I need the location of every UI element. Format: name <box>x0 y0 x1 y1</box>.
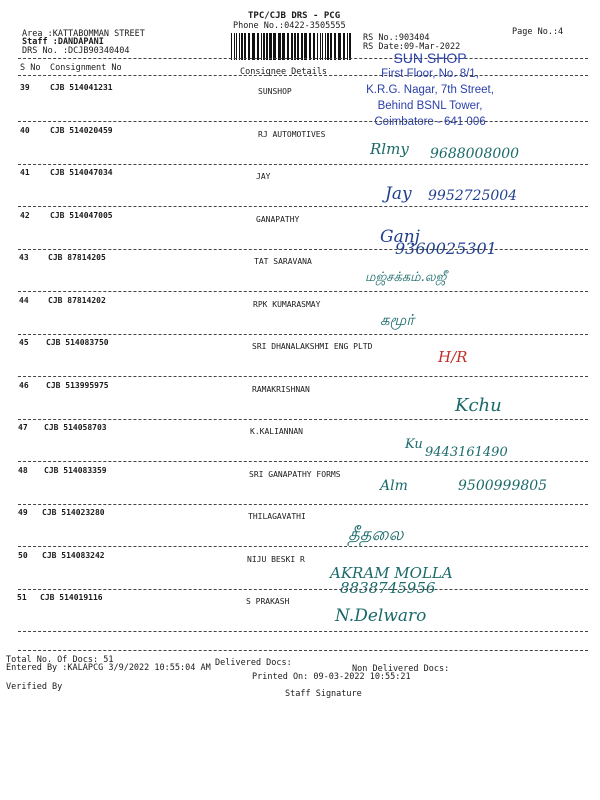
row-serial-number: 40 <box>20 126 30 135</box>
row-consignment-number: CJB 514020459 <box>50 126 113 135</box>
area-label: Area :KATTABOMMAN STREET <box>22 29 145 39</box>
phone-number: Phone No.:0422-3505555 <box>233 21 346 31</box>
entered-by: Entered By :KALAPCG 3/9/2022 10:55:04 AM <box>6 663 211 673</box>
barcode-bar <box>269 33 272 60</box>
row-divider <box>18 461 588 462</box>
barcode-bar <box>313 33 315 60</box>
handwritten-signature: தீதலை <box>348 524 404 545</box>
row-serial-number: 43 <box>19 253 29 262</box>
row-consignment-number: CJB 514058703 <box>44 423 107 432</box>
handwritten-phone: 8838745956 <box>340 579 436 597</box>
row-divider <box>18 334 588 335</box>
rs-number: RS No.:903404 <box>363 33 430 43</box>
barcode-bar <box>231 33 232 60</box>
page-number: Page No.:4 <box>512 27 564 37</box>
row-consignee-name: RPK KUMARASMAY <box>253 300 321 309</box>
row-consignee-name: JAY <box>256 172 271 181</box>
barcode-bar <box>330 33 332 60</box>
handwritten-signature: Alm <box>380 478 408 494</box>
row-consignment-number: CJB 514023280 <box>42 508 105 517</box>
barcode-bar <box>236 33 237 60</box>
barcode-bar <box>273 33 276 60</box>
handwritten-signature: Ganj <box>380 227 420 247</box>
rs-date: RS Date:09-Mar-2022 <box>363 42 461 52</box>
handwritten-phone: 9443161490 <box>425 445 508 460</box>
row-consignment-number: CJB 514019116 <box>40 593 103 602</box>
barcode-bar <box>304 33 307 60</box>
barcode-bar <box>248 33 250 60</box>
row-serial-number: 49 <box>18 508 28 517</box>
row-consignee-name: THILAGAVATHI <box>248 512 306 521</box>
row-serial-number: 45 <box>19 338 29 347</box>
handwritten-signature: AKRAM MOLLA <box>330 564 453 582</box>
row-serial-number: 47 <box>18 423 28 432</box>
row-consignment-number: CJB 514083242 <box>42 551 105 560</box>
row-divider <box>18 419 588 420</box>
row-divider <box>18 206 588 207</box>
stamp-address-line: K.R.G. Nagar, 7th Street, <box>366 84 494 96</box>
row-divider <box>18 589 588 590</box>
row-serial-number: 50 <box>18 551 28 560</box>
handwritten-signature: H/R <box>438 348 468 366</box>
barcode-image <box>230 33 354 60</box>
handwritten-signature: மஜ்சக்கம்.லஜீ <box>365 270 447 285</box>
row-consignee-name: SRI GANAPATHY FORMS <box>249 470 341 479</box>
row-consignment-number: CJB 87814205 <box>48 253 106 262</box>
stamp-address-line: First Floor, No. 8/1, <box>381 68 479 80</box>
barcode-bar <box>263 33 265 60</box>
row-serial-number: 42 <box>20 211 30 220</box>
row-consignee-name: K.KALIANNAN <box>250 427 303 436</box>
row-consignee-name: TAT SARAVANA <box>254 257 312 266</box>
barcode-bar <box>278 33 281 60</box>
barcode-bar <box>327 33 329 60</box>
handwritten-signature: Rlmy <box>370 140 409 158</box>
staff-signature: Staff Signature <box>285 689 362 699</box>
col-consignee-header: Consignee Details <box>240 67 327 77</box>
handwritten-phone: 9500999805 <box>458 478 548 494</box>
printed-on: Printed On: 09-03-2022 10:55:21 <box>252 672 411 682</box>
barcode-bar <box>309 33 311 60</box>
barcode-bar <box>291 33 293 60</box>
non-delivered-docs: Non Delivered Docs: <box>352 664 450 674</box>
col-sno-header: S No <box>20 63 41 73</box>
row-serial-number: 44 <box>19 296 29 305</box>
barcode-bar <box>294 33 296 60</box>
barcode-bar <box>266 33 268 60</box>
row-consignee-name: SUNSHOP <box>258 87 292 96</box>
row-divider <box>18 249 588 250</box>
handwritten-signature: N.Delwaro <box>335 606 427 626</box>
row-divider <box>18 546 588 547</box>
handwritten-signature: Kchu <box>455 395 502 416</box>
barcode-bar <box>325 33 326 60</box>
row-divider <box>18 376 588 377</box>
barcode-bar <box>239 33 240 60</box>
row-divider <box>18 291 588 292</box>
row-consignee-name: NIJU BESKI R <box>247 555 305 564</box>
staff-label: Staff :DANDAPANI <box>22 37 104 47</box>
row-serial-number: 51 <box>17 593 27 602</box>
handwritten-phone: 9360025301 <box>395 239 497 258</box>
handwritten-signature: Ku <box>405 437 423 452</box>
stamp-name: SUN SHOP <box>393 50 467 66</box>
barcode-bar <box>297 33 299 60</box>
barcode-bar <box>234 33 235 60</box>
total-docs: Total No. Of Docs: 51 <box>6 655 114 665</box>
barcode-bar <box>301 33 303 60</box>
row-consignment-number: CJB 514083359 <box>44 466 107 475</box>
barcode-bar <box>252 33 255 60</box>
row-serial-number: 41 <box>20 168 30 177</box>
barcode-bar <box>244 33 246 60</box>
barcode-bar <box>287 33 289 60</box>
delivered-docs: Delivered Docs: <box>215 658 292 668</box>
row-divider <box>18 504 588 505</box>
row-divider <box>18 121 588 122</box>
row-consignment-number: CJB 513995975 <box>46 381 109 390</box>
stamp-address-line: Behind BSNL Tower, <box>377 100 483 112</box>
row-consignee-name: RAMAKRISHNAN <box>252 385 310 394</box>
drs-number: DRS No. :DCJB90340404 <box>22 46 130 56</box>
company-stamp <box>340 50 520 128</box>
barcode-bar <box>257 33 259 60</box>
report-title: TPC/CJB DRS - PCG <box>248 11 341 21</box>
barcode-bar <box>261 33 262 60</box>
handwritten-phone: 9952725004 <box>428 188 518 204</box>
divider <box>18 650 588 651</box>
row-serial-number: 48 <box>18 466 28 475</box>
row-divider <box>18 164 588 165</box>
barcode-bar <box>322 33 323 60</box>
row-consignment-number: CJB 514047005 <box>50 211 113 220</box>
row-consignee-name: SRI DHANALAKSHMI ENG PLTD <box>252 342 373 351</box>
row-serial-number: 46 <box>19 381 29 390</box>
row-consignee-name: GANAPATHY <box>256 215 300 224</box>
verified-by: Verified By <box>6 682 63 692</box>
row-serial-number: 39 <box>20 83 30 92</box>
handwritten-phone: 9688008000 <box>430 146 520 162</box>
barcode-bar <box>334 33 336 60</box>
barcode-bar <box>320 33 321 60</box>
row-consignment-number: CJB 514041231 <box>50 83 113 92</box>
barcode-bar <box>317 33 318 60</box>
handwritten-signature: கமூர் <box>380 311 415 329</box>
row-divider <box>18 631 588 632</box>
barcode-bar <box>241 33 243 60</box>
row-consignment-number: CJB 87814202 <box>48 296 106 305</box>
row-consignee-name: S PRAKASH <box>246 597 290 606</box>
row-consignee-name: RJ AUTOMOTIVES <box>258 130 326 139</box>
stamp-address-line: Coimbatore - 641 006 <box>374 116 486 128</box>
handwritten-signature: Jay <box>385 184 412 204</box>
barcode-bar <box>282 33 285 60</box>
row-consignment-number: CJB 514083750 <box>46 338 109 347</box>
row-consignment-number: CJB 514047034 <box>50 168 113 177</box>
col-consignment-header: Consignment No <box>50 63 122 73</box>
